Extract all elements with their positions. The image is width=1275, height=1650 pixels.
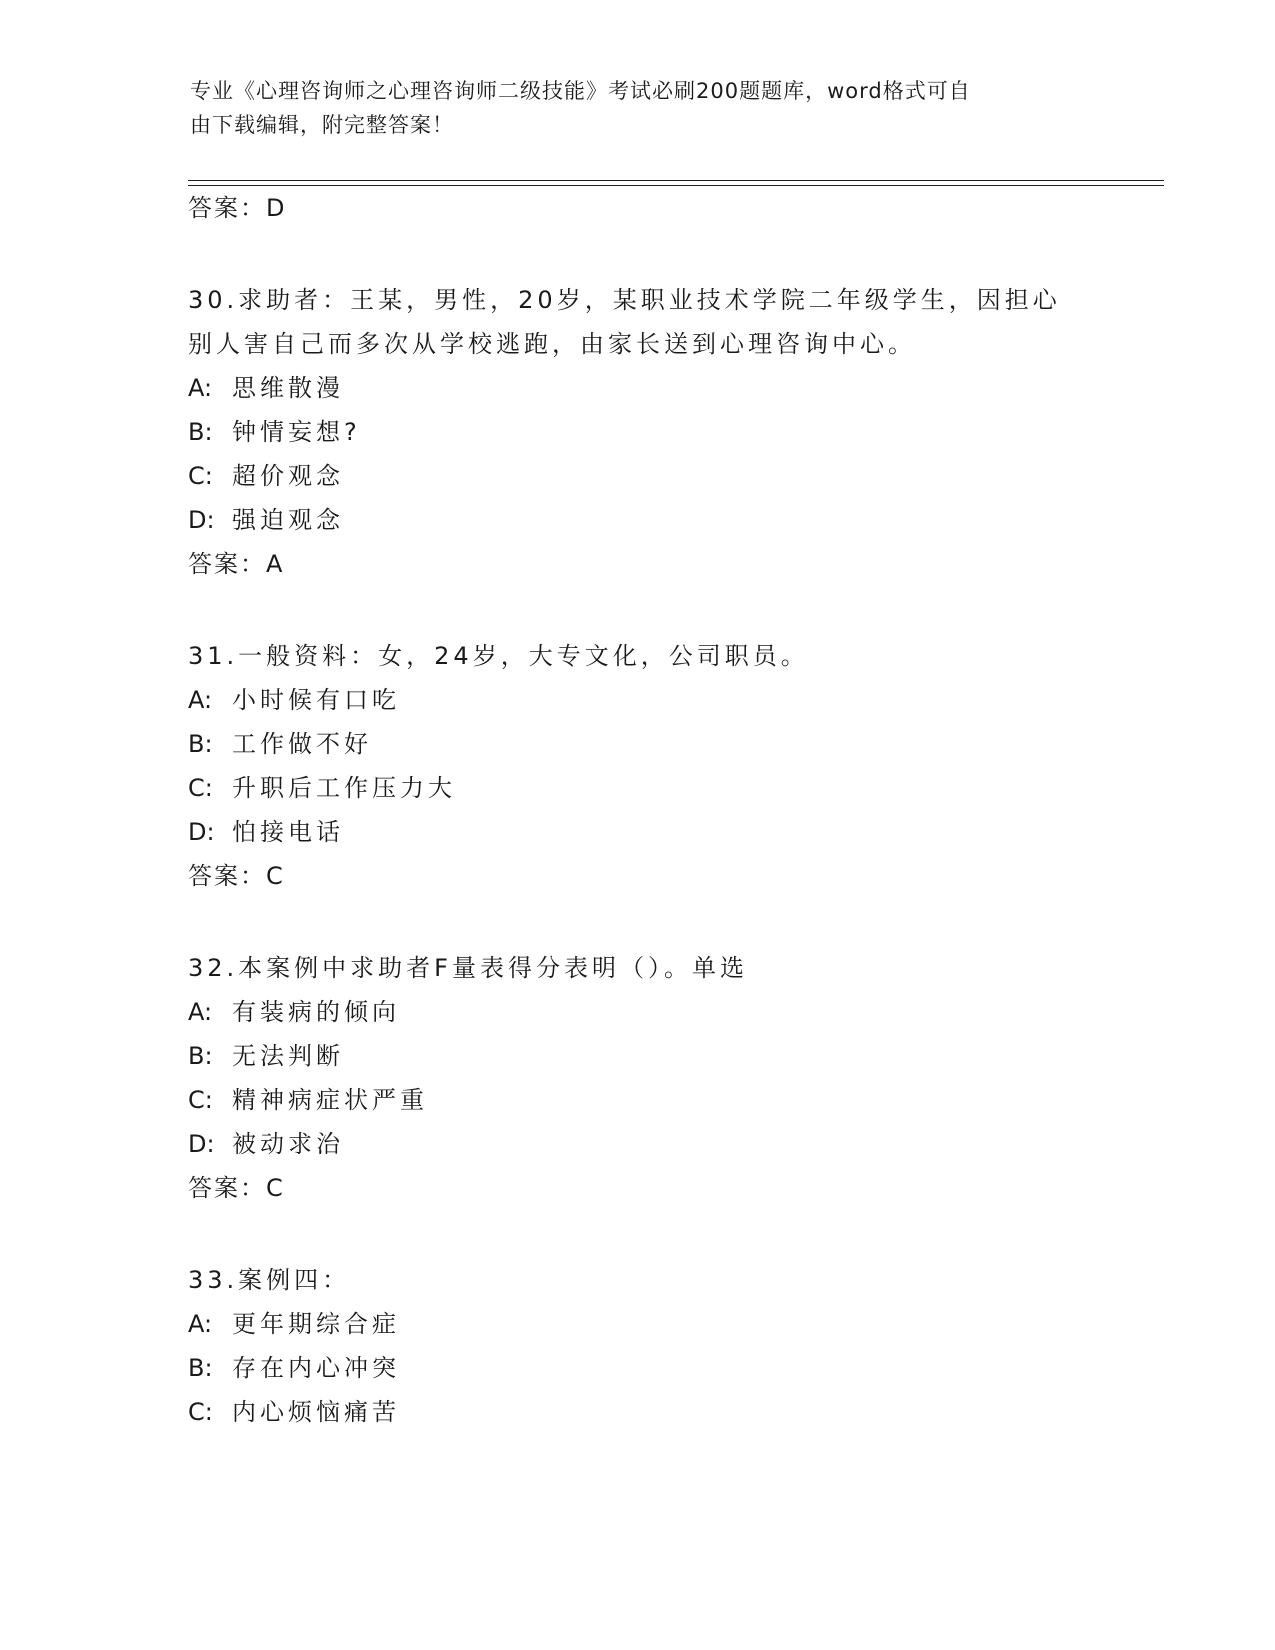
answer-30: 答案：A [188,550,285,578]
option-label: A: [188,1310,213,1338]
option-label: D: [188,506,215,534]
option-text: 钟情妄想? [232,418,361,446]
option-label: B: [188,1354,213,1382]
question-33-option-b [188,1353,400,1383]
question-32-option-a [188,997,400,1027]
answer-31: 答案：C [188,862,285,890]
question-31-option-d [188,817,344,847]
option-text: 思维散漫 [232,374,344,402]
option-label: C: [188,1398,213,1426]
option-text: 怕接电话 [232,818,344,846]
header-line-1: 专业《心理咨询师之心理咨询师二级技能》考试必刷200题题库，word格式可自 [190,79,971,103]
option-label: A: [188,686,213,714]
question-31-option-a [188,685,400,715]
question-31-text: 31.一般资料：女，24岁，大专文化，公司职员。 [188,642,809,670]
option-text: 小时候有口吃 [232,686,400,714]
option-label: B: [188,418,213,446]
question-30-text-line-1: 30.求助者：王某，男性，20岁，某职业技术学院二年级学生，因担心 [188,286,1061,314]
option-text: 存在内心冲突 [232,1354,400,1382]
question-30-option-a [188,373,344,403]
document-header [190,74,1090,142]
option-text: 无法判断 [232,1042,344,1070]
option-text: 更年期综合症 [232,1310,400,1338]
question-30-option-d [188,505,344,535]
question-30-option-c [188,461,344,491]
option-text: 强迫观念 [232,506,344,534]
header-divider-bottom [188,185,1164,186]
option-label: C: [188,1086,213,1114]
question-33-option-a [188,1309,400,1339]
option-label: C: [188,462,213,490]
option-text: 内心烦恼痛苦 [232,1398,400,1426]
answer-29: 答案：D [188,194,287,222]
option-label: B: [188,730,213,758]
answer-32: 答案：C [188,1174,285,1202]
option-label: A: [188,374,213,402]
question-30-text-line-2: 别人害自己而多次从学校逃跑，由家长送到心理咨询中心。 [188,330,916,358]
option-text: 被动求治 [232,1130,344,1158]
option-text: 有装病的倾向 [232,998,400,1026]
option-text: 升职后工作压力大 [232,774,456,802]
option-text: 超价观念 [232,462,344,490]
option-text: 工作做不好 [232,730,372,758]
question-32-text: 32.本案例中求助者F量表得分表明（）。单选 [188,954,748,982]
question-32-option-c [188,1085,428,1115]
question-33-option-c [188,1397,400,1427]
question-30-option-b [188,417,361,447]
header-divider-top [188,180,1164,181]
question-31-option-b [188,729,372,759]
option-label: B: [188,1042,213,1070]
option-label: D: [188,818,215,846]
question-32-option-d [188,1129,344,1159]
question-32-option-b [188,1041,344,1071]
header-line-2: 由下载编辑，附完整答案！ [190,113,454,137]
option-label: A: [188,998,213,1026]
option-label: C: [188,774,213,802]
question-31-option-c [188,773,456,803]
question-33-text: 33.案例四： [188,1266,351,1294]
option-label: D: [188,1130,215,1158]
option-text: 精神病症状严重 [232,1086,428,1114]
